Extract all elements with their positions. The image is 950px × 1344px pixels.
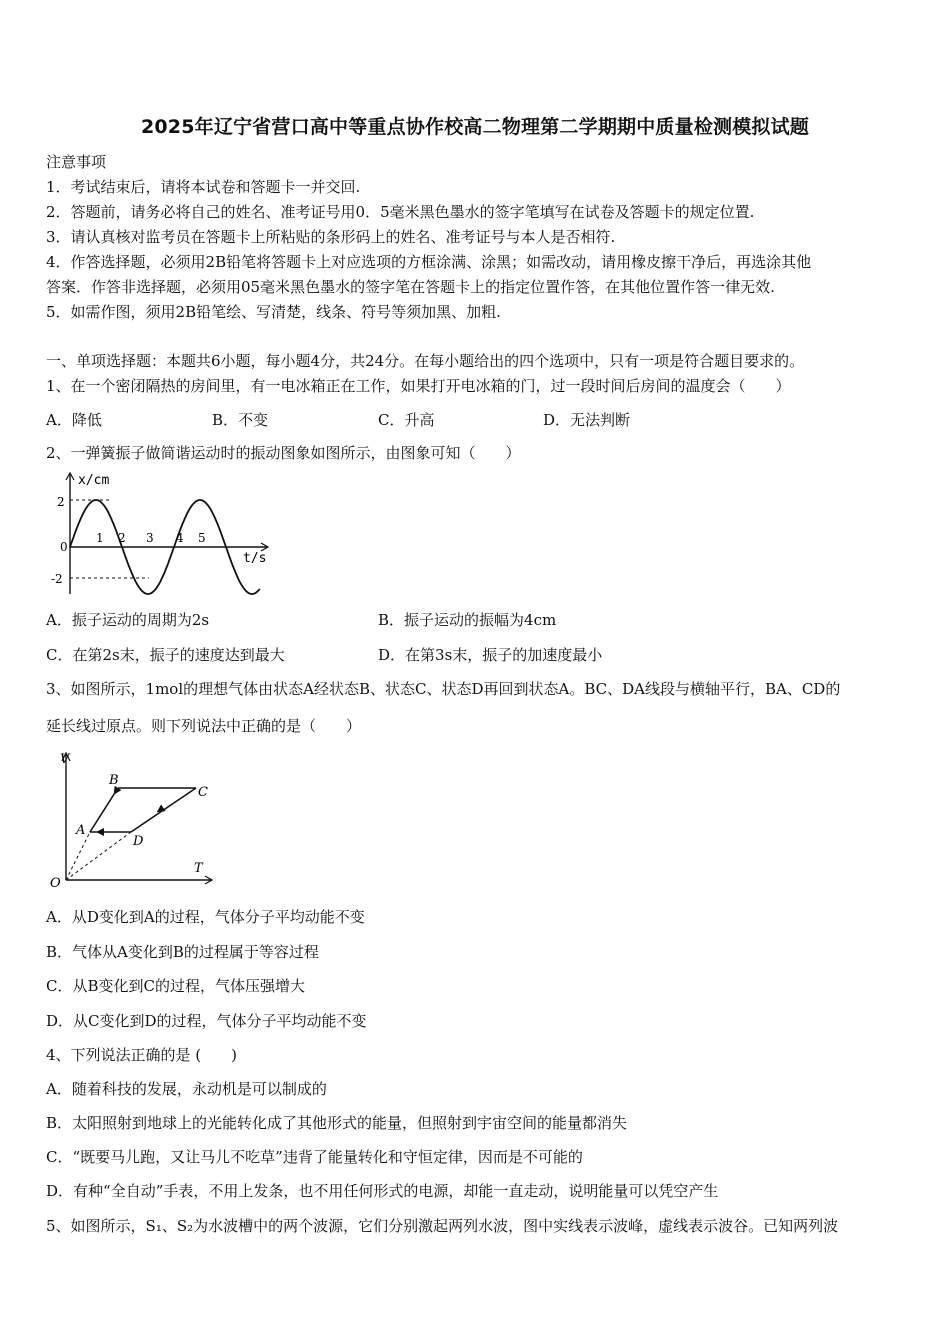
exam-title: 2025年辽宁省营口高中等重点协作校高二物理第二学期期中质量检测模拟试题 — [140, 116, 810, 138]
q3-graph-svg — [46, 748, 221, 890]
q2-tick-x-3: 3 — [146, 531, 154, 545]
q3-t-label: T — [194, 861, 203, 876]
q2-option-c: C．在第2s末，振子的速度达到最大 — [46, 646, 285, 664]
q1-stem: 1、在一个密闭隔热的房间里，有一电冰箱正在工作，如果打开电冰箱的门，过一段时间后房间的温度会（ ） — [46, 377, 791, 395]
q3-stem-line-1: 3、如图所示，1mol的理想气体由状态A经状态B、状态C、状态D再回到状态A。BC、DA线段与横轴平行，BA、CD的 — [46, 680, 841, 698]
q2-tick-y-neg2: -2 — [51, 572, 63, 586]
q2-graph-svg — [46, 470, 276, 595]
q2-vibration-graph — [46, 470, 276, 595]
q3-option-a: A．从D变化到A的过程，气体分子平均动能不变 — [46, 908, 365, 926]
q2-x-label: t/s — [243, 551, 267, 566]
q2-tick-x-2: 2 — [118, 531, 126, 545]
q3-vt-graph — [46, 748, 221, 890]
q2-stem: 2、一弹簧振子做简谐运动时的振动图象如图所示，由图象可知（ ） — [46, 444, 521, 462]
notice-item-4-cont: 答案．作答非选择题，必须用05毫米黑色墨水的签字笔在答题卡上的指定位置作答，在其他位置作答一律无效. — [46, 278, 775, 296]
notice-heading: 注意事项 — [46, 153, 107, 171]
q2-tick-x-4: 4 — [176, 531, 184, 545]
q2-y-label: x/cm — [78, 473, 110, 488]
q1-option-b: B．不变 — [212, 411, 269, 429]
q4-option-a: A．随着科技的发展，永动机是可以制成的 — [46, 1080, 327, 1098]
q3-v-label: V — [60, 752, 70, 767]
q2-tick-x-5: 5 — [198, 531, 206, 545]
notice-item-1: 1．考试结束后，请将本试卷和答题卡一并交回. — [46, 178, 361, 196]
notice-item-3: 3．请认真核对监考员在答题卡上所粘贴的条形码上的姓名、准考证号与本人是否相符. — [46, 228, 616, 246]
section-heading: 一、单项选择题：本题共6小题，每小题4分，共24分。在每小题给出的四个选项中，只有一项是符合题目要求的。 — [46, 352, 805, 370]
q2-option-a: A．振子运动的周期为2s — [46, 611, 210, 629]
q3-option-d: D．从C变化到D的过程，气体分子平均动能不变 — [46, 1012, 367, 1030]
q4-option-c: C．“既要马儿跑，又让马儿不吃草”违背了能量转化和守恒定律，因而是不可能的 — [46, 1148, 583, 1166]
notice-item-4: 4．作答选择题，必须用2B铅笔将答题卡上对应选项的方框涂满、涂黑；如需改动，请用橡皮擦干净后，再选涂其他 — [46, 253, 812, 271]
q3-arrow-cd — [154, 804, 165, 815]
q3-option-b: B．气体从A变化到B的过程属于等容过程 — [46, 943, 319, 961]
q3-ext-cd — [66, 832, 131, 880]
notice-item-5: 5．如需作图，须用2B铅笔绘、写清楚，线条、符号等须加黑、加粗. — [46, 303, 501, 321]
q4-option-b: B．太阳照射到地球上的光能转化成了其他形式的能量，但照射到宇宙空间的能量都消失 — [46, 1114, 628, 1132]
q4-option-d: D．有种“全自动”手表，不用上发条，也不用任何形式的电源，却能一直走动，说明能量可以凭空产生 — [46, 1182, 719, 1200]
q3-arrow-da — [96, 828, 104, 836]
q3-ext-ba — [66, 832, 90, 880]
q2-option-b: B．振子运动的振幅为4cm — [378, 611, 557, 629]
q5-stem: 5、如图所示，S₁、S₂为水波槽中的两个波源，它们分别激起两列水波，图中实线表示波峰，虚线表示波谷。已知两列波 — [46, 1217, 839, 1235]
q3-point-c: C — [198, 785, 208, 800]
q4-stem: 4、下列说法正确的是 ( ) — [46, 1046, 238, 1064]
q3-point-d: D — [133, 834, 144, 849]
q2-option-d: D．在第3s末，振子的加速度最小 — [378, 646, 603, 664]
q3-origin-label: O — [50, 876, 61, 890]
q3-point-a: A — [76, 823, 86, 838]
q3-point-b: B — [109, 773, 119, 788]
q1-option-d: D．无法判断 — [543, 411, 631, 429]
q1-option-a: A．降低 — [46, 411, 102, 429]
q2-tick-x-1: 1 — [96, 531, 104, 545]
q2-tick-y-2: 2 — [57, 495, 65, 509]
notice-item-2: 2．答题前，请务必将自己的姓名、准考证号用0．5毫米黑色墨水的签字笔填写在试卷及答题卡的规定位置. — [46, 203, 755, 221]
q1-option-c: C．升高 — [378, 411, 435, 429]
q2-tick-y-0: 0 — [60, 540, 68, 554]
q3-stem-line-2: 延长线过原点。则下列说法中正确的是（ ） — [46, 717, 362, 735]
q2-x-ticks — [96, 531, 206, 545]
q3-option-c: C．从B变化到C的过程，气体压强增大 — [46, 977, 305, 995]
